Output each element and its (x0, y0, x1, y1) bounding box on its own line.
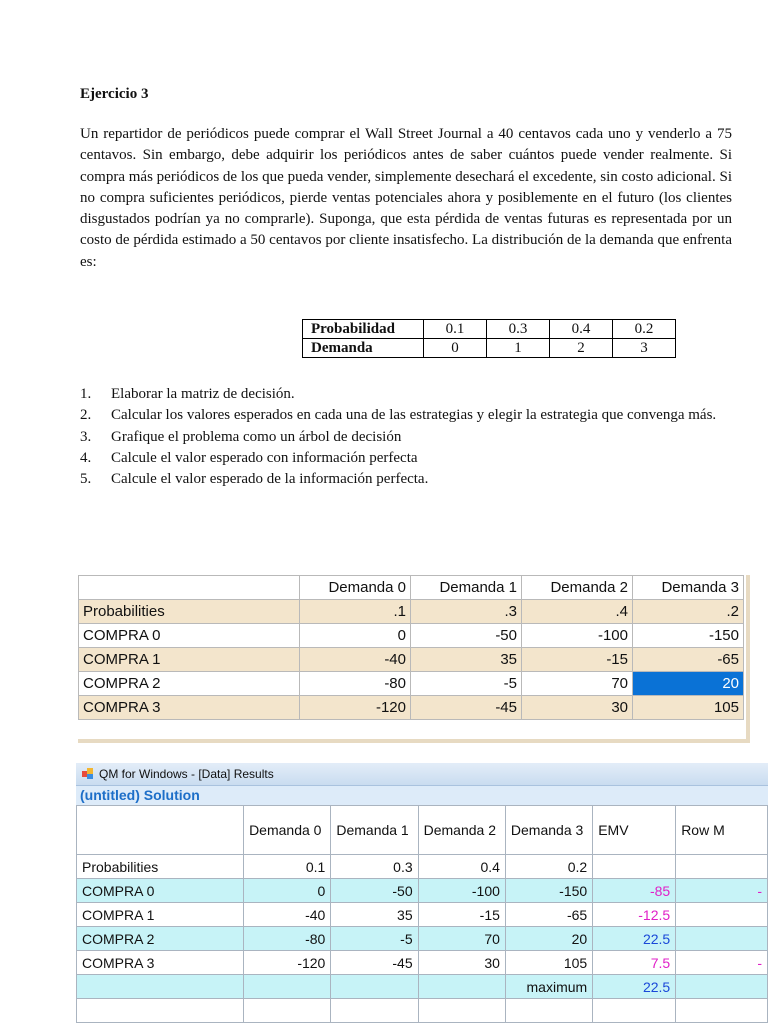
data-cell[interactable]: .3 (411, 600, 522, 624)
row-min-cell[interactable] (676, 927, 768, 951)
data-cell[interactable] (244, 975, 331, 999)
spreadsheet-shadow-bottom (78, 739, 750, 743)
row-min-cell[interactable] (676, 975, 768, 999)
data-cell[interactable]: -100 (522, 624, 633, 648)
data-cell[interactable]: -15 (418, 903, 505, 927)
table-row (79, 696, 744, 720)
data-cell[interactable] (331, 975, 418, 999)
data-cell[interactable]: 35 (411, 648, 522, 672)
data-cell[interactable]: 70 (522, 672, 633, 696)
probability-cell: 0.3 (487, 320, 550, 339)
task-number: 5. (80, 471, 92, 488)
data-cell[interactable]: -65 (633, 648, 744, 672)
data-cell[interactable]: -50 (331, 879, 418, 903)
data-cell[interactable]: 0.2 (505, 855, 592, 879)
table-row (79, 624, 744, 648)
row-label[interactable] (77, 975, 244, 999)
task-item (80, 384, 732, 405)
problem-statement: Un repartidor de periódicos puede comprar el Wall Street Journal a 40 centavos cada uno y venderlo a 75 centavos. Sin embargo, debe adquirir los periódicos antes de saber cuántos puede vender realmente. Si compra más periódicos de los que pueda vender, simplemente desechará el excedente, sin costo adicional. Si no compra suficientes periódicos, pierde ventas potenciales ahora y posiblemente en el futuro (los clientes disgustados podrían ya no comprarle). Suponga, que esta pérdida de ventas futuras es representada por un costo de pérdida estimado a 50 centavos por cliente insatisfecho. La distribución de la demanda que enfrenta es: (80, 126, 732, 270)
window-title: QM for Windows - [Data] Results (99, 767, 274, 781)
emv-cell[interactable]: -12.5 (593, 903, 676, 927)
data-cell[interactable]: .2 (633, 600, 744, 624)
data-cell[interactable] (418, 999, 505, 1023)
task-text: Elaborar la matriz de decisión. (111, 386, 295, 402)
data-cell[interactable]: 105 (633, 696, 744, 720)
data-cell[interactable] (331, 999, 418, 1023)
task-number: 2. (80, 407, 92, 424)
corner-cell[interactable] (79, 576, 300, 600)
data-cell[interactable]: -120 (244, 951, 331, 975)
maximum-row (77, 975, 768, 999)
data-cell[interactable]: -5 (331, 927, 418, 951)
data-cell[interactable]: 0 (244, 879, 331, 903)
data-cell[interactable]: 30 (522, 696, 633, 720)
emv-header[interactable]: EMV (593, 806, 676, 855)
data-cell[interactable]: 20 (505, 927, 592, 951)
task-item (80, 427, 732, 448)
data-cell[interactable]: 0.3 (331, 855, 418, 879)
row-min-cell[interactable] (676, 855, 768, 879)
demand-label: Demanda (303, 339, 424, 358)
emv-cell[interactable] (593, 855, 676, 879)
data-cell[interactable]: -40 (244, 903, 331, 927)
probability-table (302, 319, 676, 358)
row-label[interactable]: COMPRA 3 (77, 951, 244, 975)
task-item (80, 469, 732, 490)
solution-title: (untitled) Solution (76, 786, 768, 805)
column-header[interactable]: Demanda 2 (522, 576, 633, 600)
data-cell[interactable]: 70 (418, 927, 505, 951)
corner-cell[interactable] (77, 806, 244, 855)
qm-app-icon (82, 768, 94, 780)
task-text: Calcule el valor esperado de la información perfecta. (111, 471, 429, 488)
data-cell[interactable]: -150 (633, 624, 744, 648)
data-cell[interactable]: -100 (418, 879, 505, 903)
column-header[interactable]: Demanda 1 (331, 806, 418, 855)
row-label[interactable]: Probabilities (77, 855, 244, 879)
data-cell[interactable]: -45 (331, 951, 418, 975)
table-row (77, 903, 768, 927)
maximum-emv[interactable]: 22.5 (593, 975, 676, 999)
column-header[interactable]: Demanda 2 (418, 806, 505, 855)
demand-cell: 1 (487, 339, 550, 358)
probability-cell: 0.4 (550, 320, 613, 339)
header-row (79, 576, 744, 600)
data-cell[interactable] (244, 999, 331, 1023)
row-label[interactable]: COMPRA 2 (77, 927, 244, 951)
demand-cell: 3 (613, 339, 676, 358)
data-cell[interactable]: -50 (411, 624, 522, 648)
table-row (79, 600, 744, 624)
table-row (77, 879, 768, 903)
probability-row (303, 320, 676, 339)
data-cell[interactable]: .4 (522, 600, 633, 624)
emv-cell[interactable]: 22.5 (593, 927, 676, 951)
data-cell[interactable]: -150 (505, 879, 592, 903)
data-cell[interactable]: 0 (300, 624, 411, 648)
row-label[interactable]: COMPRA 1 (79, 648, 300, 672)
task-item (80, 448, 732, 469)
row-label[interactable]: COMPRA 0 (77, 879, 244, 903)
emv-cell[interactable] (593, 999, 676, 1023)
task-text: Grafique el problema como un árbol de decisión (111, 428, 402, 445)
data-cell[interactable]: 0.1 (244, 855, 331, 879)
row-min-cell[interactable]: - (676, 951, 768, 975)
qm-results-window (76, 763, 768, 1024)
selected-cell[interactable]: 20 (633, 672, 744, 696)
probability-cell: 0.1 (424, 320, 487, 339)
data-cell[interactable]: 30 (418, 951, 505, 975)
data-cell[interactable]: -65 (505, 903, 592, 927)
column-header[interactable]: Demanda 0 (300, 576, 411, 600)
header-row (77, 806, 768, 855)
data-cell[interactable]: -45 (411, 696, 522, 720)
task-number: 4. (80, 449, 92, 466)
row-label[interactable]: COMPRA 3 (79, 696, 300, 720)
payoff-grid (78, 575, 744, 720)
row-min-header[interactable]: Row M (676, 806, 768, 855)
task-number: 3. (80, 428, 92, 445)
row-label[interactable]: Probabilities (79, 600, 300, 624)
row-min-cell[interactable] (676, 903, 768, 927)
data-cell[interactable]: 35 (331, 903, 418, 927)
exercise-title: Ejercicio 3 (80, 86, 149, 102)
table-row (79, 648, 744, 672)
row-label[interactable]: COMPRA 2 (79, 672, 300, 696)
column-header[interactable]: Demanda 3 (505, 806, 592, 855)
data-cell[interactable]: -5 (411, 672, 522, 696)
data-cell[interactable] (505, 999, 592, 1023)
table-row (77, 927, 768, 951)
window-titlebar[interactable] (76, 763, 768, 786)
row-label[interactable]: COMPRA 0 (79, 624, 300, 648)
data-cell[interactable]: 105 (505, 951, 592, 975)
table-row (79, 672, 744, 696)
row-min-cell[interactable] (676, 999, 768, 1023)
emv-cell[interactable]: -85 (593, 879, 676, 903)
task-item (80, 405, 732, 426)
column-header[interactable]: Demanda 0 (244, 806, 331, 855)
task-text: Calcular los valores esperados en cada una de las estrategias y elegir la estrategia que convenga más. (111, 407, 717, 424)
probability-cell: 0.2 (613, 320, 676, 339)
table-row (77, 999, 768, 1023)
probability-label: Probabilidad (303, 320, 424, 339)
task-number: 1. (80, 386, 92, 402)
table-row (77, 951, 768, 975)
task-text: Calcule el valor esperado con información perfecta (111, 449, 418, 466)
data-cell[interactable]: .1 (300, 600, 411, 624)
task-list (80, 384, 732, 490)
row-label[interactable] (77, 999, 244, 1023)
emv-cell[interactable]: 7.5 (593, 951, 676, 975)
table-row (77, 855, 768, 879)
spreadsheet-payoff-table (78, 575, 753, 720)
demand-cell: 2 (550, 339, 613, 358)
data-cell[interactable]: -80 (244, 927, 331, 951)
data-cell[interactable]: 0.4 (418, 855, 505, 879)
maximum-label[interactable]: maximum (505, 975, 592, 999)
data-cell[interactable]: -80 (300, 672, 411, 696)
column-header[interactable]: Demanda 3 (633, 576, 744, 600)
data-cell[interactable]: -15 (522, 648, 633, 672)
demand-row (303, 339, 676, 358)
column-header[interactable]: Demanda 1 (411, 576, 522, 600)
data-cell[interactable]: -40 (300, 648, 411, 672)
data-cell[interactable]: -120 (300, 696, 411, 720)
row-label[interactable]: COMPRA 1 (77, 903, 244, 927)
demand-cell: 0 (424, 339, 487, 358)
row-min-cell[interactable]: - (676, 879, 768, 903)
data-cell[interactable] (418, 975, 505, 999)
results-grid (76, 805, 768, 1023)
